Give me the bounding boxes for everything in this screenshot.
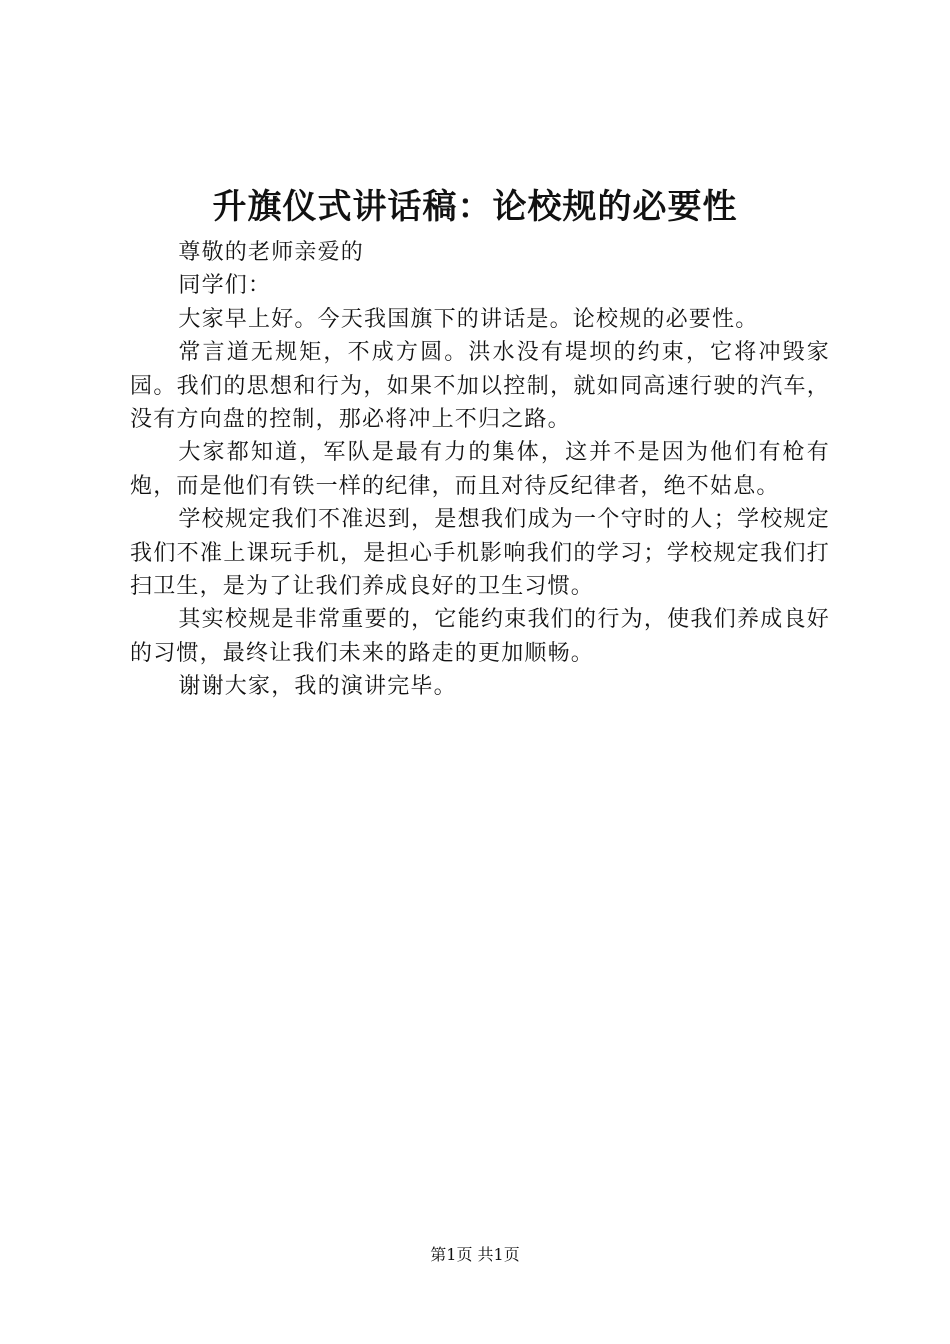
page-number-footer: 第1页 共1页 xyxy=(430,1245,520,1264)
document-body xyxy=(130,236,830,704)
body-paragraph: 学校规定我们不准迟到，是想我们成为一个守时的人；学校规定我们不准上课玩手机，是担心手机影响我们的学习；学校规定我们打扫卫生，是为了让我们养成良好的卫生习惯。 xyxy=(130,507,830,600)
salutation-line-1: 尊敬的老师亲爱的 xyxy=(178,240,364,265)
body-paragraph: 大家都知道，军队是最有力的集体，这并不是因为他们有枪有炮，而是他们有铁一样的纪律，而且对待反纪律者，绝不姑息。 xyxy=(130,440,830,499)
document-title: 升旗仪式讲话稿：论校规的必要性 xyxy=(212,187,738,227)
body-paragraph: 常言道无规矩，不成方圆。洪水没有堤坝的约束，它将冲毁家园。我们的思想和行为，如果不加以控制，就如同高速行驶的汽车，没有方向盘的控制，那必将冲上不归之路。 xyxy=(130,340,830,433)
body-paragraph: 其实校规是非常重要的，它能约束我们的行为，使我们养成良好的习惯，最终让我们未来的路走的更加顺畅。 xyxy=(130,607,830,666)
closing-paragraph: 谢谢大家，我的演讲完毕。 xyxy=(178,674,457,700)
salutation-line-2: 同学们： xyxy=(178,273,272,299)
greeting-paragraph: 大家早上好。今天我国旗下的讲话是。论校规的必要性。 xyxy=(178,306,759,332)
